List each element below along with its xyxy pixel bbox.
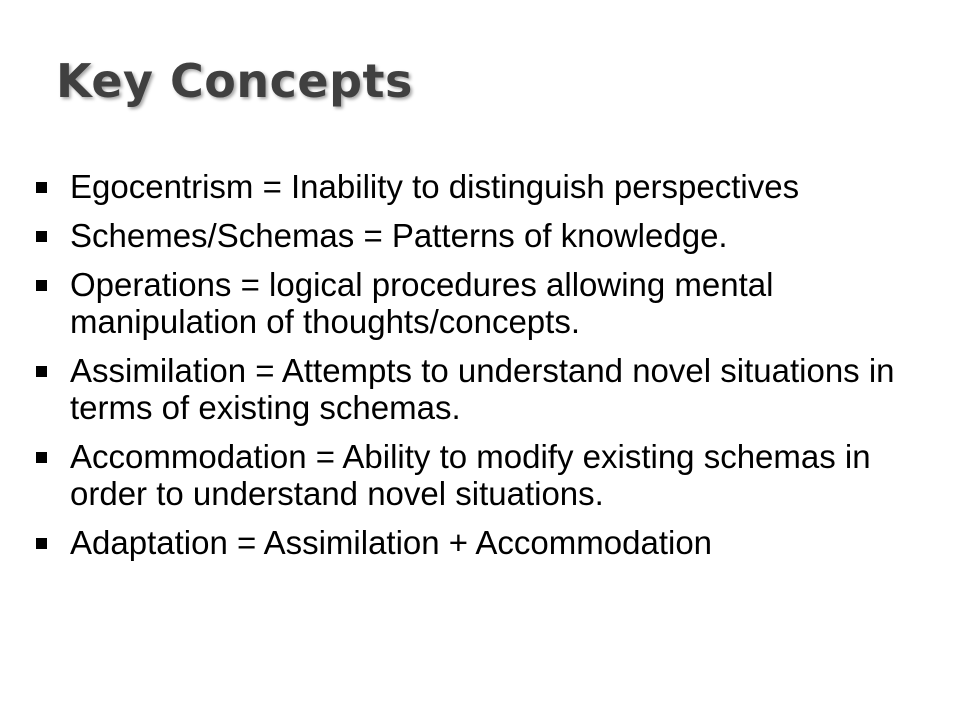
- square-bullet-icon: [36, 366, 47, 377]
- bullet-text: Operations = logical procedures allowing mental manipulation of thoughts/concepts.: [70, 266, 774, 340]
- bullet-text: Egocentrism = Inability to distinguish perspectives: [70, 168, 800, 205]
- bullet-text: Accommodation = Ability to modify existing schemas in order to understand novel situations.: [70, 438, 871, 512]
- square-bullet-icon: [36, 452, 47, 463]
- bullet-item-operations: [34, 266, 934, 340]
- slide-title: Key Concepts: [56, 54, 413, 108]
- square-bullet-icon: [36, 538, 47, 549]
- bullet-text: Assimilation = Attempts to understand novel situations in terms of existing schemas.: [70, 352, 895, 426]
- square-bullet-icon: [36, 231, 47, 242]
- square-bullet-icon: [36, 280, 47, 291]
- bullet-item-schemas: [34, 217, 934, 254]
- bullet-item-accommodation: [34, 438, 934, 512]
- bullet-item-egocentrism: [34, 168, 934, 205]
- bullet-item-adaptation: [34, 524, 934, 561]
- bullet-text: Adaptation = Assimilation + Accommodation: [70, 524, 713, 561]
- bullet-item-assimilation: [34, 352, 934, 426]
- bullet-text: Schemes/Schemas = Patterns of knowledge.: [70, 217, 728, 254]
- bullet-list: [34, 168, 934, 573]
- square-bullet-icon: [36, 182, 47, 193]
